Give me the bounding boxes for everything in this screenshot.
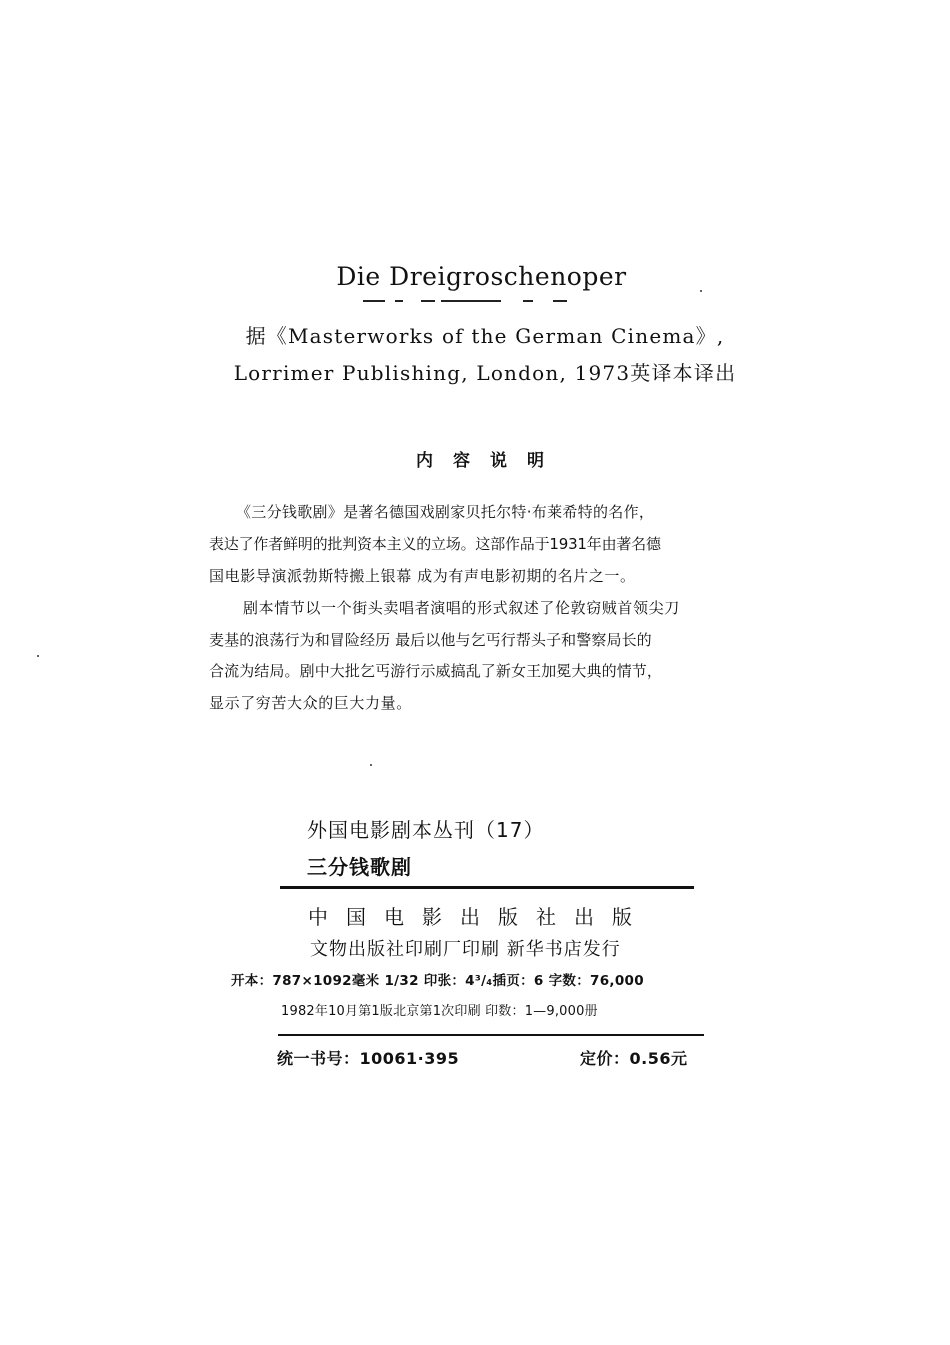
summary-line: 国电影导演派勃斯特搬上银幕 成为有声电影初期的名片之一。 [209, 567, 636, 585]
title-underline-dashes [363, 300, 575, 304]
scan-speck [700, 290, 702, 292]
series-title: 外国电影剧本丛刊（17） [307, 818, 545, 842]
book-title: 三分钱歌剧 [307, 855, 412, 879]
summary-line: 麦基的浪荡行为和冒险经历 最后以他与乞丐行帮头子和警察局长的 [209, 631, 652, 649]
printer-distributor: 文物出版社印刷厂印刷 新华书店发行 [310, 939, 621, 960]
scan-speck [37, 655, 39, 657]
colophon-top-rule [280, 886, 694, 889]
original-title: Die Dreigroschenoper [336, 262, 627, 291]
edition-info: 1982年10月第1版北京第1次印刷 印数：1—9,000册 [281, 1004, 598, 1019]
publisher: 中国电影出版社出版 [308, 905, 650, 929]
summary-line: 合流为结局。剧中大批乞丐游行示威搞乱了新女王加冕大典的情节， [209, 662, 663, 680]
summary-line: 显示了穷苦大众的巨大力量。 [209, 694, 412, 712]
format-specs: 开本：787×1092毫米 1/32 印张：4³/₄插页：6 字数：76,000 [231, 973, 644, 989]
price: 定价：0.56元 [580, 1049, 688, 1068]
summary-line: 《三分钱歌剧》是著名德国戏剧家贝托尔特·布莱希特的名作， [236, 503, 655, 521]
scan-speck [370, 764, 372, 766]
summary-heading: 内容说明 [416, 451, 564, 471]
source-line-2: Lorrimer Publishing, London, 1973英译本译出 [233, 361, 737, 385]
summary-line: 剧本情节以一个街头卖唱者演唱的形式叙述了伦敦窃贼首领尖刀 [243, 599, 680, 617]
summary-line: 表达了作者鲜明的批判资本主义的立场。这部作品于1931年由著名德 [209, 535, 661, 553]
unified-book-number: 统一书号：10061·395 [277, 1049, 460, 1068]
colophon-bottom-rule [278, 1034, 704, 1036]
source-line-1: 据《Masterworks of the German Cinema》, [245, 324, 725, 348]
